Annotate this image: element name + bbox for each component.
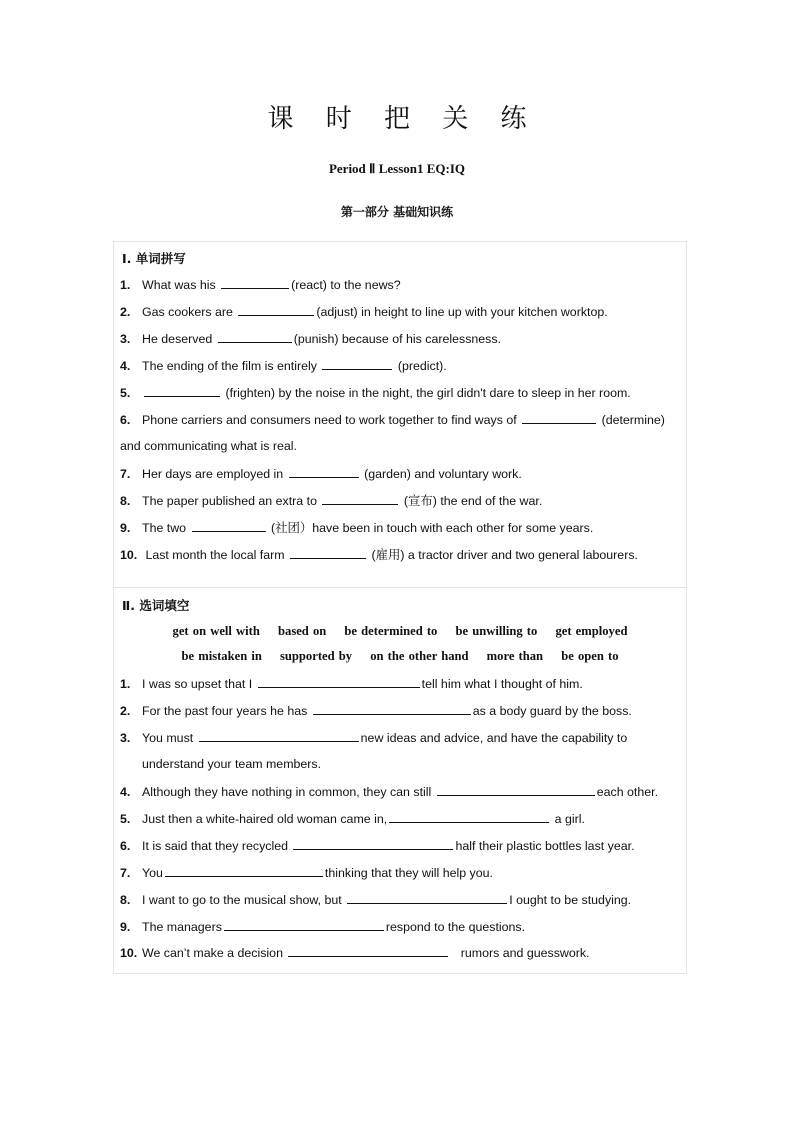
- question-text: You must: [142, 731, 197, 745]
- question-text: Her days are employed in: [142, 467, 287, 481]
- word-bank-row-2: [114, 649, 686, 664]
- word-bank-item: get employed: [555, 624, 628, 638]
- question-number: 7.: [120, 866, 131, 880]
- question-number: 10.: [120, 548, 138, 562]
- question-number: 10.: [120, 946, 138, 960]
- word-bank-item: be unwilling to: [455, 624, 538, 638]
- question-item: [120, 729, 684, 746]
- answer-blank[interactable]: [165, 864, 323, 877]
- question-item: [120, 303, 684, 320]
- fill-in-section: [113, 588, 687, 974]
- answer-blank[interactable]: [192, 519, 266, 532]
- question-text: (雇用) a tractor driver and two general labourers.: [368, 548, 638, 562]
- word-bank-item: be determined to: [344, 624, 438, 638]
- answer-blank[interactable]: [322, 492, 398, 505]
- answer-blank[interactable]: [221, 276, 289, 289]
- question-number: 4.: [120, 785, 131, 799]
- question-number: 4.: [120, 359, 131, 373]
- answer-blank[interactable]: [199, 729, 359, 742]
- question-text: new ideas and advice, and have the capability to: [360, 731, 628, 745]
- word-bank-item: on the other hand: [370, 649, 469, 663]
- question-text: thinking that they will help you.: [324, 866, 493, 880]
- question-text: Phone carriers and consumers need to work together to find ways of: [142, 413, 521, 427]
- question-item: [120, 944, 684, 961]
- question-text: I ought to be studying.: [509, 893, 632, 907]
- question-item: [120, 837, 684, 854]
- question-text: (punish) because of his carelessness.: [293, 332, 502, 346]
- question-text: each other.: [596, 785, 659, 799]
- part1-title: Ⅰ. 单词拼写: [122, 251, 186, 266]
- question-number: 1.: [120, 677, 131, 691]
- question-text: It is said that they recycled: [142, 839, 292, 853]
- answer-blank[interactable]: [224, 918, 384, 931]
- question-item: [120, 519, 684, 536]
- question-number: 9.: [120, 521, 131, 535]
- question-item: [120, 783, 684, 800]
- question-text: (社团）have been in touch with each other for some years.: [267, 521, 594, 535]
- answer-blank[interactable]: [288, 944, 448, 957]
- answer-blank[interactable]: [313, 702, 471, 715]
- answer-blank[interactable]: [289, 465, 359, 478]
- question-continuation: understand your team members.: [142, 757, 322, 771]
- question-number: 3.: [120, 731, 131, 745]
- question-number: 2.: [120, 704, 131, 718]
- question-item: [120, 864, 684, 881]
- word-bank-item: more than: [486, 649, 544, 663]
- question-item: [120, 465, 684, 482]
- question-number: 6.: [120, 839, 131, 853]
- word-bank-item: based on: [278, 624, 327, 638]
- question-text: (react) to the news?: [291, 278, 401, 292]
- question-text: (adjust) in height to line up with your kitchen worktop.: [316, 305, 608, 319]
- question-text: half their plastic bottles last year.: [455, 839, 635, 853]
- question-text: (宣布) the end of the war.: [400, 494, 543, 508]
- word-bank-item: be open to: [561, 649, 619, 663]
- word-bank-item: supported by: [280, 649, 353, 663]
- question-text: Although they have nothing in common, they can still: [142, 785, 435, 799]
- question-number: 9.: [120, 920, 131, 934]
- answer-blank[interactable]: [238, 303, 314, 316]
- question-item: [120, 492, 684, 509]
- question-text: I was so upset that I: [142, 677, 256, 691]
- question-text: (predict).: [394, 359, 447, 373]
- page-title: 课 时 把 关 练: [267, 104, 539, 134]
- section-header: 第一部分 基础知识练: [340, 205, 454, 219]
- question-text: a girl.: [551, 812, 585, 826]
- question-text: I want to go to the musical show, but: [142, 893, 346, 907]
- question-number: 3.: [120, 332, 131, 346]
- question-number: 2.: [120, 305, 131, 319]
- word-bank-item: get on well with: [172, 624, 260, 638]
- question-text: Gas cookers are: [142, 305, 237, 319]
- question-number: 6.: [120, 413, 131, 427]
- question-item: [120, 546, 684, 563]
- question-text: The ending of the film is entirely: [142, 359, 321, 373]
- question-number: 1.: [120, 278, 131, 292]
- word-bank-row-1: [114, 624, 686, 639]
- question-text: Just then a white-haired old woman came in,: [142, 812, 388, 826]
- question-text: as a body guard by the boss.: [472, 704, 632, 718]
- answer-blank[interactable]: [258, 675, 420, 688]
- question-text: The managers: [142, 920, 222, 934]
- question-text: (determine): [598, 413, 665, 427]
- question-text: We can’t make a decision: [142, 946, 287, 960]
- question-item: [120, 702, 684, 719]
- part2-title: Ⅱ. 选词填空: [122, 598, 190, 613]
- answer-blank[interactable]: [389, 810, 549, 823]
- question-item: [120, 276, 684, 293]
- question-item: [120, 810, 684, 827]
- question-number: 5.: [120, 386, 131, 400]
- question-text: rumors and guesswork.: [450, 946, 590, 960]
- question-text: The two: [142, 521, 190, 535]
- answer-blank[interactable]: [322, 357, 392, 370]
- question-text: He deserved: [142, 332, 216, 346]
- question-item: [120, 918, 684, 935]
- question-text: You: [142, 866, 163, 880]
- question-item: [120, 357, 684, 374]
- question-item: [120, 891, 684, 908]
- question-number: 7.: [120, 467, 131, 481]
- question-item: [120, 330, 684, 347]
- question-text: The paper published an extra to: [142, 494, 321, 508]
- answer-blank[interactable]: [290, 546, 366, 559]
- question-number: 5.: [120, 812, 131, 826]
- question-item: [120, 675, 684, 692]
- question-item: [120, 411, 684, 428]
- question-text: What was his: [142, 278, 220, 292]
- question-text: For the past four years he has: [142, 704, 311, 718]
- question-text: respond to the questions.: [385, 920, 526, 934]
- question-number: 8.: [120, 494, 131, 508]
- answer-blank[interactable]: [522, 411, 596, 424]
- answer-blank[interactable]: [293, 837, 453, 850]
- question-number: 8.: [120, 893, 131, 907]
- answer-blank[interactable]: [347, 891, 507, 904]
- question-text: tell him what I thought of him.: [421, 677, 583, 691]
- question-continuation: and communicating what is real.: [120, 439, 297, 453]
- answer-blank[interactable]: [437, 783, 595, 796]
- answer-blank[interactable]: [218, 330, 292, 343]
- question-text: (frighten) by the noise in the night, the girl didn't dare to sleep in her room.: [222, 386, 631, 400]
- word-bank-item: be mistaken in: [181, 649, 262, 663]
- lesson-subtitle: Period Ⅱ Lesson1 EQ:IQ: [328, 161, 466, 176]
- spelling-section: [113, 241, 687, 588]
- question-text: (garden) and voluntary work.: [360, 467, 522, 481]
- answer-blank[interactable]: [144, 384, 220, 397]
- question-text: Last month the local farm: [142, 548, 289, 562]
- question-item: [120, 384, 684, 401]
